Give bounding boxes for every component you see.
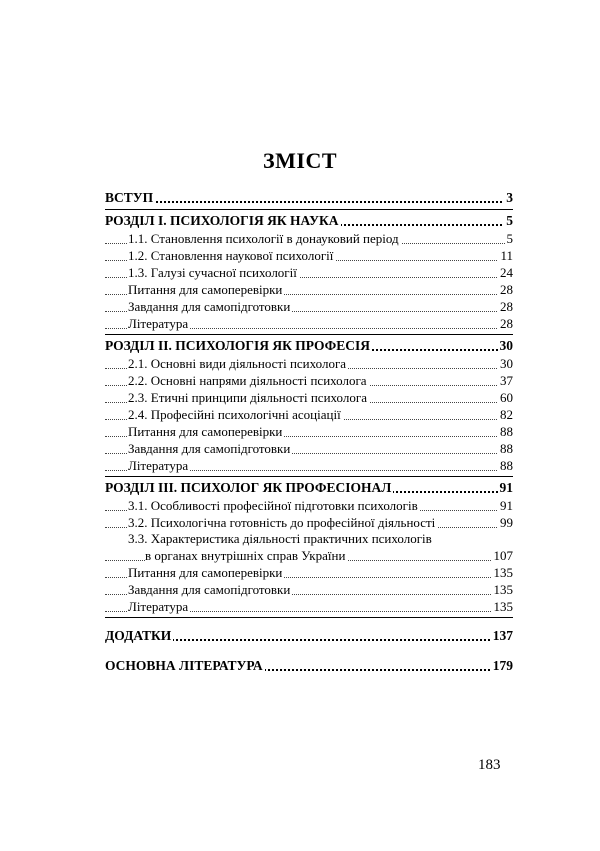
toc-entry-page: 37 (500, 373, 513, 388)
toc-entry-page: 60 (500, 390, 513, 405)
toc-chapter-page: 30 (499, 338, 513, 353)
toc-entry-page: 28 (500, 316, 513, 331)
spacer (105, 620, 513, 627)
divider (105, 334, 513, 335)
toc-entry-label: Література (128, 458, 189, 473)
toc-entry-label: Питання для самоперевірки (128, 282, 283, 297)
toc-entry[interactable] (105, 247, 513, 264)
toc-entry[interactable] (105, 440, 513, 457)
toc-entry[interactable] (105, 581, 513, 598)
toc-entry-label: 3.3. Характеристика діяльності практичних психологів (128, 531, 432, 546)
toc-chapter-page: 91 (499, 480, 513, 495)
toc-entry[interactable] (105, 315, 513, 332)
toc-entry[interactable] (105, 372, 513, 389)
toc-entry-label: 3.1. Особливості професійної підготовки психологів (128, 498, 418, 513)
toc-entry-label: Питання для самоперевірки (128, 424, 283, 439)
toc-entry[interactable] (105, 598, 513, 615)
toc-entry-intro[interactable] (105, 189, 513, 207)
toc-entry-literature[interactable] (105, 657, 513, 675)
divider (105, 209, 513, 210)
toc-chapter-label: РОЗДІЛ І. ПСИХОЛОГІЯ ЯК НАУКА (105, 213, 339, 228)
toc-entry-label: 1.1. Становлення психології в донауковий період (128, 231, 399, 246)
toc-chapter-3[interactable] (105, 479, 513, 497)
toc-entry-page: 28 (500, 282, 513, 297)
toc-entry-label: Питання для самоперевірки (128, 565, 283, 580)
toc-entry-page: 137 (492, 628, 513, 643)
toc-entry[interactable] (105, 514, 513, 531)
toc-entry-page: 135 (493, 582, 513, 597)
toc-chapter-2[interactable] (105, 337, 513, 355)
toc-entry-page: 5 (506, 231, 513, 246)
toc-entry-label: 2.4. Професійні психологічні асоціації (128, 407, 341, 422)
toc-entry-page: 3 (506, 190, 513, 205)
toc-entry[interactable] (105, 281, 513, 298)
toc-entry[interactable] (105, 497, 513, 514)
toc-entry-label: 2.1. Основні види діяльності психолога (128, 356, 347, 371)
toc-entry-label: ДОДАТКИ (105, 628, 172, 643)
toc-entry-label: ВСТУП (105, 190, 154, 205)
toc-entry-label: Література (128, 599, 189, 614)
toc-entry[interactable] (105, 457, 513, 474)
toc-entry-line-1[interactable] (105, 531, 513, 547)
toc-entry-label: Література (128, 316, 189, 331)
spacer (105, 645, 513, 657)
toc-entry[interactable] (105, 298, 513, 315)
toc-entry-label: 1.2. Становлення наукової психології (128, 248, 334, 263)
toc-entry-page: 82 (500, 407, 513, 422)
toc-entry[interactable] (105, 355, 513, 372)
toc-entry-label: 2.3. Етичні принципи діяльності психолога (128, 390, 367, 405)
table-of-contents (105, 189, 513, 675)
divider (105, 617, 513, 618)
toc-entry-page: 99 (500, 515, 513, 530)
toc-chapter-1[interactable] (105, 212, 513, 230)
toc-entry-page: 135 (493, 565, 513, 580)
toc-entry-label: ОСНОВНА ЛІТЕРАТУРА (105, 658, 263, 673)
toc-entry-label: Завдання для самопідготовки (128, 441, 291, 456)
toc-entry-label: 3.2. Психологічна готовність до професійної діяльності (128, 515, 436, 530)
toc-entry-page: 179 (492, 658, 513, 673)
toc-entry-page: 28 (500, 299, 513, 314)
page-number: 183 (478, 757, 501, 773)
toc-entry-label: Завдання для самопідготовки (128, 299, 291, 314)
toc-entry-page: 88 (500, 424, 513, 439)
toc-entry-page: 11 (500, 248, 513, 263)
page-title: ЗМІСТ (263, 148, 337, 173)
toc-entry-label: 1.3. Галузі сучасної психології (128, 265, 297, 280)
toc-entry[interactable] (105, 230, 513, 247)
toc-entry[interactable] (105, 423, 513, 440)
dot-leader (105, 201, 513, 203)
toc-chapter-page: 5 (506, 213, 513, 228)
toc-chapter-label: РОЗДІЛ ІІІ. ПСИХОЛОГ ЯК ПРОФЕСІОНАЛ (105, 480, 392, 495)
toc-entry[interactable] (105, 389, 513, 406)
toc-entry[interactable] (105, 564, 513, 581)
toc-entry-appendix[interactable] (105, 627, 513, 645)
toc-entry[interactable] (105, 406, 513, 423)
toc-entry-label-continued: в органах внутрішніх справ України (145, 548, 346, 563)
toc-entry-label: Завдання для самопідготовки (128, 582, 291, 597)
toc-entry-page: 107 (493, 548, 513, 563)
toc-entry-page: 88 (500, 441, 513, 456)
toc-entry[interactable] (105, 264, 513, 281)
toc-entry-line-2[interactable] (105, 547, 513, 564)
toc-entry-page: 88 (500, 458, 513, 473)
toc-entry-page: 24 (500, 265, 513, 280)
toc-entry-page: 91 (500, 498, 513, 513)
divider (105, 476, 513, 477)
toc-entry-page: 135 (493, 599, 513, 614)
toc-entry-label: 2.2. Основні напрями діяльності психолога (128, 373, 367, 388)
toc-entry-page: 30 (500, 356, 513, 371)
toc-chapter-label: РОЗДІЛ ІІ. ПСИХОЛОГІЯ ЯК ПРОФЕСІЯ (105, 338, 370, 353)
